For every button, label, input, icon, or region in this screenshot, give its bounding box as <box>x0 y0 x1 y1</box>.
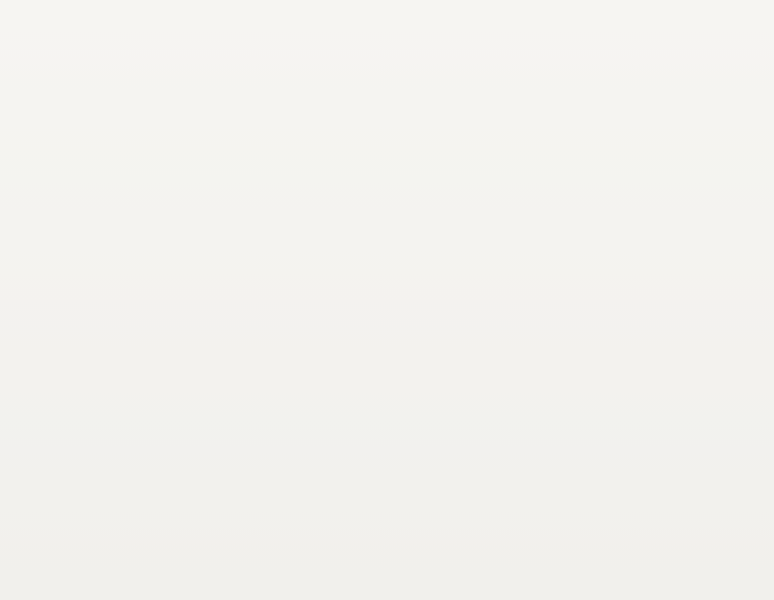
header-biochem-group <box>436 24 721 46</box>
header-high <box>629 52 721 78</box>
header-unit <box>318 22 436 78</box>
header-norm <box>539 52 629 78</box>
header-low <box>436 52 539 78</box>
header-substance <box>40 22 318 78</box>
